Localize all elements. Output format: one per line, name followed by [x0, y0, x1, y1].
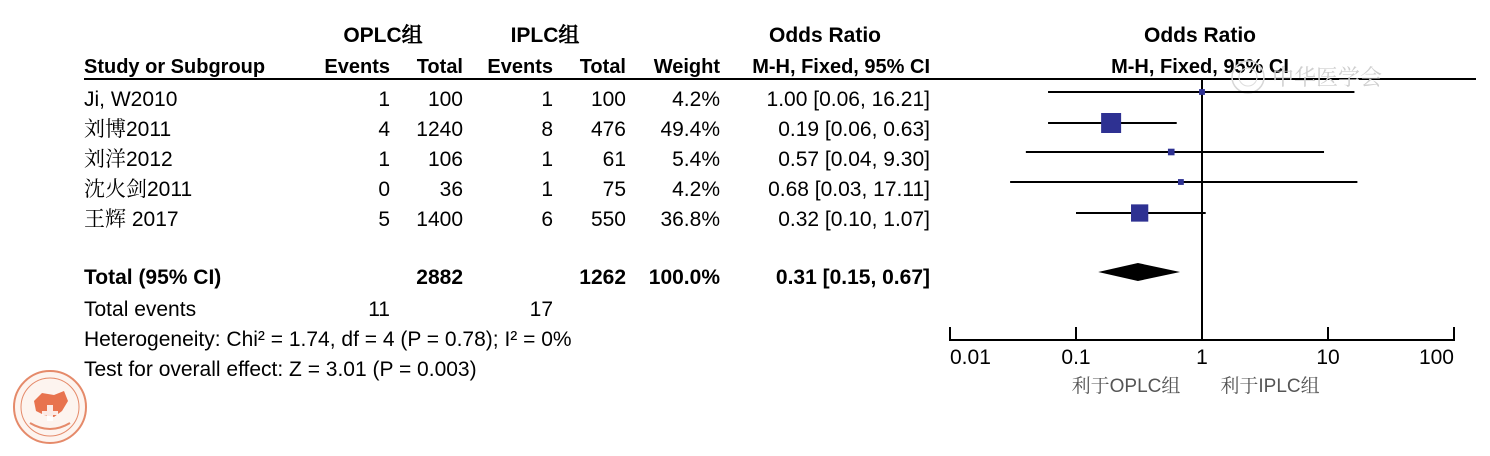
total1-header: Total [416, 56, 463, 78]
events2: 8 [541, 118, 553, 141]
weight: 4.2% [672, 88, 720, 111]
events1-header: Events [324, 56, 390, 78]
plot-method-header: M-H, Fixed, 95% CI [1111, 56, 1289, 78]
total2-sum: 1262 [579, 266, 626, 289]
events2-header: Events [487, 56, 553, 78]
events1: 1 [378, 88, 390, 111]
overall-effect-text: Test for overall effect: Z = 3.01 (P = 0.003) [84, 358, 477, 381]
study-marker [1199, 89, 1205, 95]
total1: 106 [427, 148, 463, 171]
odds-ratio-ci: 1.00 [0.06, 16.21] [766, 88, 930, 111]
study-column-header: Study or Subgroup [84, 56, 266, 78]
study-marker [1178, 179, 1184, 185]
total2: 476 [590, 118, 626, 141]
plot-title: Odds Ratio [1143, 24, 1256, 47]
events1: 0 [378, 178, 390, 201]
total-label: Total (95% CI) [84, 266, 222, 289]
x-axis-tick-label: 1 [1196, 346, 1208, 369]
study-name: 王辉 2017 [84, 208, 179, 231]
events1: 4 [378, 118, 390, 141]
study-name: 刘洋2012 [84, 148, 173, 171]
total2: 100 [590, 88, 626, 111]
total1: 1240 [416, 118, 463, 141]
total1: 1400 [416, 208, 463, 231]
weight: 36.8% [660, 208, 720, 231]
study-marker [1101, 113, 1121, 133]
total-events2: 17 [529, 298, 553, 321]
odds-ratio-header: Odds Ratio [768, 24, 881, 47]
study-marker [1131, 204, 1148, 221]
pooled-diamond [1098, 263, 1180, 281]
events2: 1 [541, 88, 553, 111]
odds-ratio-ci: 0.68 [0.03, 17.11] [768, 178, 930, 201]
favours-left-label: 利于OPLC组 [1071, 376, 1181, 397]
group1-header: OPLC组 [343, 24, 423, 47]
weight: 4.2% [672, 178, 720, 201]
total1-sum: 2882 [416, 266, 463, 289]
study-marker [1168, 149, 1175, 156]
events2: 1 [541, 148, 553, 171]
watermark-text: 中华医学会 [1272, 66, 1383, 91]
weight: 49.4% [660, 118, 720, 141]
x-axis-tick-label: 100 [1418, 346, 1454, 369]
total1: 100 [427, 88, 463, 111]
odds-ratio-ci: 0.57 [0.04, 9.30] [778, 148, 930, 171]
odds-ratio-ci: 0.32 [0.10, 1.07] [778, 208, 930, 231]
odds-ratio-ci: 0.19 [0.06, 0.63] [778, 118, 930, 141]
total2: 61 [602, 148, 626, 171]
weight-header: Weight [653, 56, 720, 78]
total2: 550 [590, 208, 626, 231]
cma-logo-icon [14, 371, 86, 443]
heterogeneity-text: Heterogeneity: Chi² = 1.74, df = 4 (P = 0.78); I² = 0% [84, 328, 572, 351]
events1: 1 [378, 148, 390, 171]
x-axis-tick-label: 0.1 [1061, 346, 1091, 369]
events1: 5 [378, 208, 390, 231]
total-events1: 11 [368, 298, 390, 321]
watermark [1232, 61, 1382, 93]
method-header: M-H, Fixed, 95% CI [752, 56, 930, 78]
total-ci: 0.31 [0.15, 0.67] [775, 266, 930, 289]
forest-plot-area [950, 78, 1454, 369]
events2: 1 [541, 178, 553, 201]
total-events-label: Total events [84, 298, 197, 321]
total1: 36 [439, 178, 463, 201]
study-name: 沈火剑2011 [84, 178, 193, 201]
events2: 6 [541, 208, 553, 231]
x-axis-tick-label: 10 [1316, 346, 1340, 369]
total-weight: 100.0% [648, 266, 720, 289]
favours-right-label: 利于IPLC组 [1220, 376, 1320, 397]
study-name: 刘博2011 [84, 118, 172, 141]
total2: 75 [602, 178, 626, 201]
x-axis-tick-label: 0.01 [950, 346, 991, 369]
study-name: Ji, W2010 [84, 88, 178, 111]
total2-header: Total [579, 56, 626, 78]
group2-header: IPLC组 [510, 24, 580, 47]
weight: 5.4% [672, 148, 720, 171]
